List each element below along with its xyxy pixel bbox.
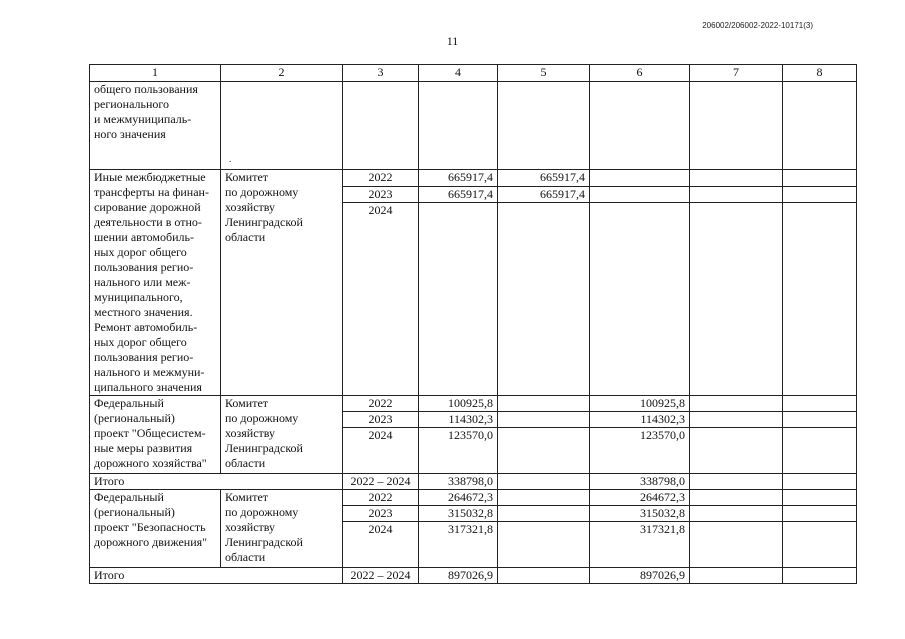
value-cell: 338798,0 — [590, 474, 690, 490]
document-id: 206002/206002-2022-10171(3) — [702, 21, 813, 30]
column-header: 6 — [590, 65, 690, 82]
value-cell: 100925,8 — [590, 396, 690, 412]
year-cell: 2024 — [343, 522, 419, 568]
value-cell: 665917,4 — [419, 186, 498, 203]
value-cell — [498, 490, 590, 506]
value-cell — [590, 186, 690, 203]
value-cell: 665917,4 — [498, 186, 590, 203]
column-header: 8 — [783, 65, 857, 82]
column-header: 5 — [498, 65, 590, 82]
value-cell — [498, 474, 590, 490]
value-cell — [419, 203, 498, 396]
table-row — [90, 82, 857, 170]
scan-speck: . — [229, 154, 232, 164]
value-cell: 123570,0 — [419, 428, 498, 474]
item-name: Иные межбюджетные трансферты на финан- сирование дорожной деятельности в отно- шении автомобиль- ных дорог общего пользования регио- нального или меж- муниципального, местного значения. Ремонт автомобиль- ных дорог общего пользования регио- нального и межмуни- ципального значения — [90, 170, 221, 396]
year-cell: 2022 — [343, 490, 419, 506]
period-cell: 2022 – 2024 — [343, 474, 419, 490]
value-cell — [590, 170, 690, 187]
value-cell: 100925,8 — [419, 396, 498, 412]
executor: Комитет по дорожному хозяйству Ленинградской области — [221, 396, 343, 474]
value-cell: 897026,9 — [590, 568, 690, 584]
value-cell — [498, 506, 590, 522]
page-number: 11 — [446, 34, 459, 48]
value-cell — [498, 412, 590, 428]
value-cell — [498, 522, 590, 568]
continuation-cell: общего пользования регионального и межмуниципаль- ного значения — [90, 82, 221, 170]
item-name: Федеральный (региональный) проект "Общесистем- ные меры развития дорожного хозяйства" — [90, 396, 221, 474]
executor: Комитет по дорожному хозяйству Ленинградской области — [221, 490, 343, 568]
value-cell: 315032,8 — [590, 506, 690, 522]
year-cell: 2022 — [343, 170, 419, 187]
period-cell: 2022 – 2024 — [343, 568, 419, 584]
value-cell — [498, 396, 590, 412]
column-header: 2 — [221, 65, 343, 82]
item-name: Федеральный (региональный) проект "Безопасность дорожного движения" — [90, 490, 221, 568]
header-row — [90, 65, 857, 82]
value-cell: 665917,4 — [419, 170, 498, 187]
value-cell — [590, 203, 690, 396]
value-cell: 315032,8 — [419, 506, 498, 522]
table-row — [90, 396, 857, 412]
value-cell: 114302,3 — [590, 412, 690, 428]
year-cell: 2023 — [343, 506, 419, 522]
total-row — [90, 568, 857, 584]
year-cell: 2023 — [343, 186, 419, 203]
year-cell: 2024 — [343, 203, 419, 396]
value-cell: 123570,0 — [590, 428, 690, 474]
value-cell: 264672,3 — [419, 490, 498, 506]
program-table — [89, 64, 857, 584]
value-cell: 338798,0 — [419, 474, 498, 490]
column-header: 4 — [419, 65, 498, 82]
value-cell: 264672,3 — [590, 490, 690, 506]
value-cell — [498, 203, 590, 396]
value-cell: 317321,8 — [419, 522, 498, 568]
value-cell — [498, 428, 590, 474]
value-cell: 897026,9 — [419, 568, 498, 584]
total-label: Итого — [90, 474, 343, 490]
year-cell: 2023 — [343, 412, 419, 428]
value-cell: 317321,8 — [590, 522, 690, 568]
total-label: Итого — [90, 568, 343, 584]
year-cell: 2022 — [343, 396, 419, 412]
column-header: 7 — [690, 65, 783, 82]
value-cell — [498, 568, 590, 584]
total-row — [90, 474, 857, 490]
column-header: 1 — [90, 65, 221, 82]
executor: Комитет по дорожному хозяйству Ленинградской области — [221, 170, 343, 396]
value-cell: 114302,3 — [419, 412, 498, 428]
column-header: 3 — [343, 65, 419, 82]
value-cell: 665917,4 — [498, 170, 590, 187]
table-row — [90, 490, 857, 506]
year-cell: 2024 — [343, 428, 419, 474]
table-row — [90, 170, 857, 187]
